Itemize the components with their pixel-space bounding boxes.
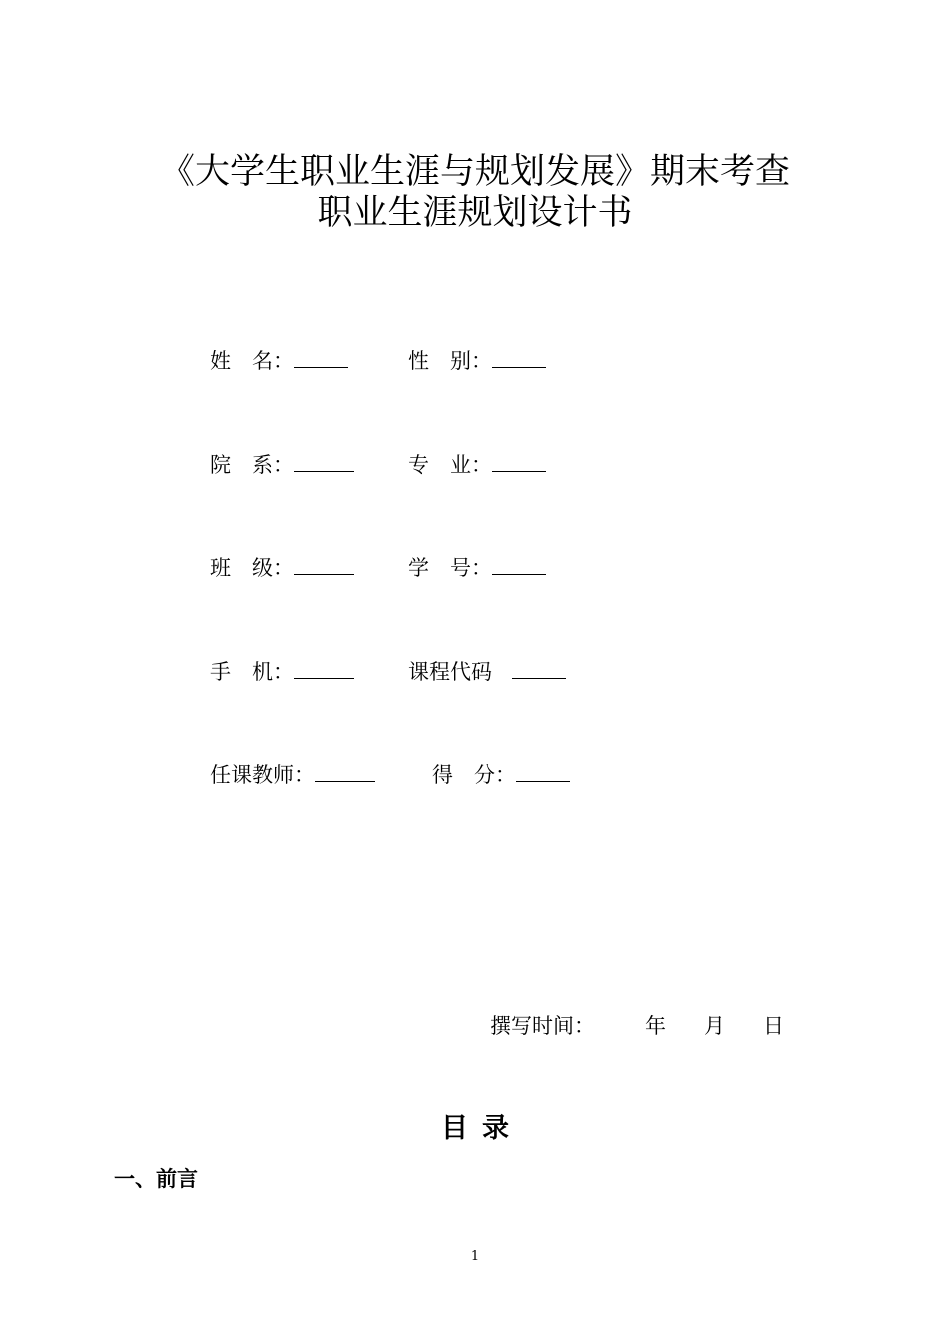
class-label: 班 级：: [210, 556, 294, 580]
student-id-blank[interactable]: [492, 556, 546, 575]
major-blank[interactable]: [492, 453, 546, 472]
department-blank[interactable]: [294, 453, 354, 472]
teacher-label: 任课教师：: [210, 763, 315, 787]
department-field: [210, 452, 354, 478]
gender-blank[interactable]: [492, 349, 546, 368]
phone-blank[interactable]: [294, 660, 354, 679]
writing-date: [490, 1013, 784, 1039]
page-number: 1: [470, 1249, 480, 1264]
date-year: 年: [645, 1014, 666, 1038]
course-code-blank[interactable]: [512, 660, 566, 679]
class-blank[interactable]: [294, 556, 354, 575]
teacher-field: [210, 762, 375, 788]
major-field: [408, 452, 546, 478]
student-id-label: 学 号：: [408, 556, 492, 580]
name-label: 姓 名：: [210, 349, 294, 373]
course-code-field: [408, 659, 566, 685]
score-blank[interactable]: [516, 763, 570, 782]
phone-field: [210, 659, 354, 685]
gender-label: 性 别：: [408, 349, 492, 373]
course-code-label: 课程代码: [408, 660, 492, 684]
major-label: 专 业：: [408, 453, 492, 477]
name-field: [210, 348, 348, 374]
student-id-field: [408, 555, 546, 581]
toc-title: 目录: [441, 1113, 523, 1144]
date-day: 日: [763, 1014, 784, 1038]
score-field: [432, 762, 570, 788]
document-title-line1: 《大学生职业生涯与规划发展》期末考查: [159, 152, 790, 192]
gender-field: [408, 348, 546, 374]
phone-label: 手 机：: [210, 660, 294, 684]
class-field: [210, 555, 354, 581]
name-blank[interactable]: [294, 349, 348, 368]
teacher-blank[interactable]: [315, 763, 375, 782]
score-label: 得 分：: [432, 763, 516, 787]
toc-item[interactable]: 一、前言: [114, 1167, 198, 1191]
document-title-line2: 职业生涯规划设计书: [317, 193, 633, 233]
date-month: 月: [704, 1014, 725, 1038]
department-label: 院 系：: [210, 453, 294, 477]
date-label: 撰写时间：: [490, 1014, 595, 1038]
